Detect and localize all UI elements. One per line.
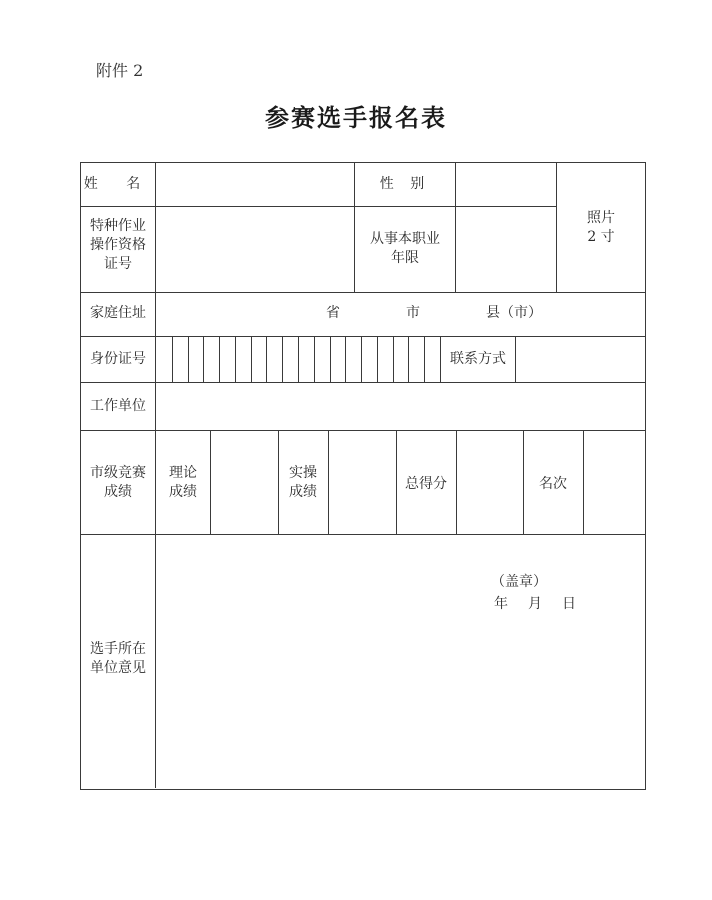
- id-digit-cell[interactable]: [393, 337, 409, 382]
- id-digit-cell[interactable]: [188, 337, 204, 382]
- photo-size-label: 2 寸: [587, 229, 615, 245]
- unit-opinion-label-line: 单位意见: [90, 660, 146, 676]
- city-score-label-line: 市级竞赛: [90, 465, 146, 481]
- work-unit-label: 工作单位: [90, 398, 146, 414]
- id-digit-cell[interactable]: [424, 337, 440, 382]
- contact-field[interactable]: [516, 337, 645, 382]
- id-digit-cell[interactable]: [282, 337, 298, 382]
- total-score-field[interactable]: [457, 431, 523, 534]
- id-digit-cell[interactable]: [330, 337, 346, 382]
- theory-label-line: 成绩: [169, 484, 197, 500]
- theory-label-line: 理论: [169, 465, 197, 481]
- id-digit-cell[interactable]: [172, 337, 188, 382]
- unit-opinion-label-line: 选手所在: [90, 641, 146, 657]
- rank-label: 名次: [539, 476, 567, 492]
- cert-label-line: 特种作业: [90, 218, 146, 234]
- address-province: 省: [326, 305, 340, 321]
- years-label-line: 从事本职业: [370, 231, 440, 247]
- photo-box[interactable]: [557, 163, 645, 292]
- form-title: 参赛选手报名表: [265, 103, 447, 132]
- rank-field[interactable]: [584, 431, 645, 534]
- attachment-label: 附件 2: [96, 61, 144, 80]
- seal-label: （盖章）: [491, 574, 547, 590]
- years-label-line: 年限: [391, 250, 419, 266]
- registration-form: [80, 162, 646, 790]
- id-digit-cell[interactable]: [408, 337, 424, 382]
- practice-label-line: 实操: [289, 465, 317, 481]
- cert-label-line: 证号: [104, 256, 132, 272]
- id-digit-cell[interactable]: [298, 337, 314, 382]
- id-digit-cell[interactable]: [203, 337, 219, 382]
- gender-label: 性 别: [379, 176, 431, 192]
- date-day-label: 日: [562, 596, 576, 612]
- address-label: 家庭住址: [90, 305, 146, 321]
- id-digit-cell[interactable]: [266, 337, 282, 382]
- cert-field[interactable]: [156, 207, 354, 292]
- unit-opinion-field[interactable]: [156, 535, 645, 788]
- id-digit-cell[interactable]: [314, 337, 330, 382]
- id-digit-cell[interactable]: [251, 337, 267, 382]
- city-score-label-line: 成绩: [104, 484, 132, 500]
- cert-label-line: 操作资格: [90, 237, 146, 253]
- id-digit-cell[interactable]: [235, 337, 251, 382]
- total-score-label: 总得分: [405, 476, 447, 492]
- address-field[interactable]: [156, 293, 645, 336]
- practice-score-field[interactable]: [329, 431, 396, 534]
- id-digit-cell[interactable]: [377, 337, 393, 382]
- id-digit-cell[interactable]: [219, 337, 235, 382]
- date-year-label: 年: [494, 596, 508, 612]
- address-city: 市: [406, 305, 420, 321]
- id-digit-cell[interactable]: [156, 337, 172, 382]
- gender-field[interactable]: [456, 163, 556, 206]
- id-digit-cell[interactable]: [361, 337, 377, 382]
- contact-label: 联系方式: [450, 351, 506, 367]
- address-county: 县（市）: [486, 305, 542, 321]
- photo-label: 照片: [587, 210, 615, 226]
- name-field[interactable]: [156, 163, 354, 206]
- years-field[interactable]: [456, 207, 556, 292]
- id-digit-cell[interactable]: [345, 337, 361, 382]
- work-unit-field[interactable]: [156, 383, 645, 430]
- name-label: 姓 名: [83, 176, 153, 192]
- date-month-label: 月: [528, 596, 542, 612]
- id-label: 身份证号: [90, 351, 146, 367]
- id-number-grid[interactable]: [156, 337, 440, 382]
- theory-score-field[interactable]: [211, 431, 278, 534]
- practice-label-line: 成绩: [289, 484, 317, 500]
